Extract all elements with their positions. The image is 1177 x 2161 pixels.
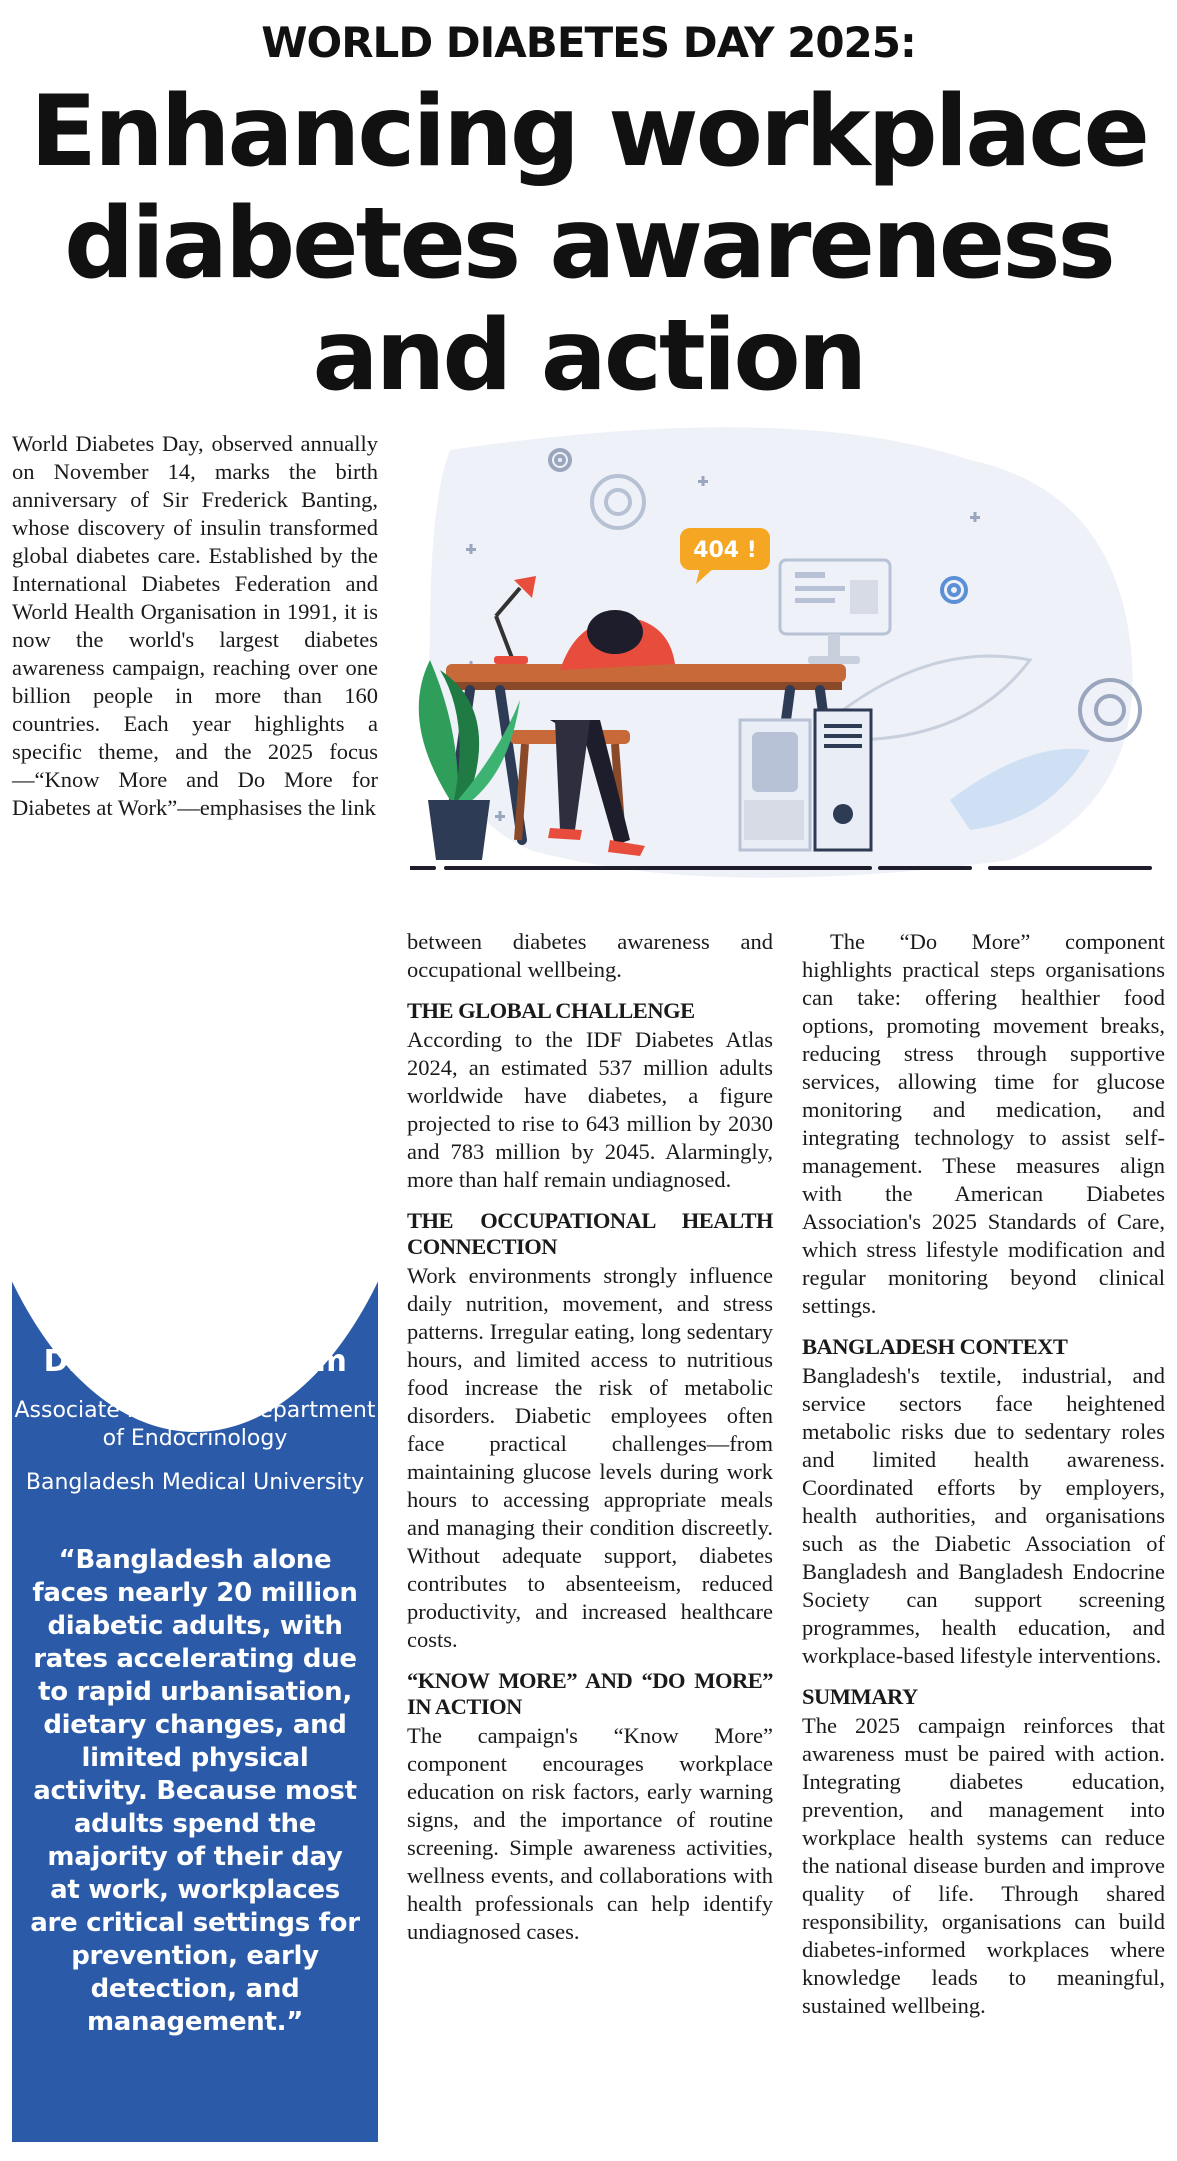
intro-paragraph	[12, 430, 378, 824]
heading-bangladesh-context: BANGLADESH CONTEXT	[802, 1334, 1068, 1359]
article-column-3	[802, 928, 1165, 2022]
global-challenge-text: According to the IDF Diabetes Atlas 2024, an estimated 537 million adults worldwide have diabetes, a figure projected to rise to 643 million by 2030 and 783 million by 2045. Alarmingly, more than half remain undiagnosed.	[407, 1027, 773, 1192]
headline-line-2: diabetes awareness	[64, 187, 1113, 301]
author-sidebar	[12, 1172, 378, 2142]
article-column-2	[407, 928, 773, 1948]
pull-quote: “Bangladesh alone faces nearly 20 million diabetic adults, with rates accelerating due to rapid urbanisation, dietary changes, and limited physical activity. Because most adults spend the majority of their day at work, workplaces are critical settings for prevention, early detection, and management.”	[30, 1545, 360, 2037]
bangladesh-context-text: Bangladesh's textile, industrial, and service sectors face heightened metabolic risks due to sedentary roles and limited health awareness. Coordinated efforts by employers, health authorities, and organisations such as the Diabetic Association of Bangladesh and Bangladesh Endocrine Society can support screening programmes, health education, and workplace-based lifestyle interventions.	[802, 1363, 1165, 1668]
desk-top	[446, 664, 846, 682]
headline-line-1: Enhancing workplace	[30, 75, 1147, 189]
tired-worker-at-desk-illustration	[410, 420, 1165, 892]
heading-global-challenge: THE GLOBAL CHALLENGE	[407, 998, 695, 1023]
intro-text: World Diabetes Day, observed annually on November 14, marks the birth anniversary of Sir Frederick Banting, whose discovery of insulin transformed global diabetes care. Established by the International Diabetes Federation and World Health Organisation in 1991, it is now the world's largest diabetes awareness campaign, reaching over one billion people in more than 160 countries. Each year highlights a specific theme, and the 2025 focus—“Know More and Do More for Diabetes at Work”—emphasises the link	[12, 431, 378, 820]
author-name: Dr Shahjada Selim	[43, 1344, 347, 1379]
author-role: Associate Professor, Department of Endocrinology	[14, 1398, 376, 1451]
author-institution: Bangladesh Medical University	[25, 1470, 365, 1495]
summary-text: The 2025 campaign reinforces that awareness must be paired with action. Integrating diabetes education, prevention, and management into workplace health systems can reduce the national disease burden and improve quality of life. Through shared responsibility, organisations can build diabetes-informed workplaces where knowledge leads to meaningful, sustained wellbeing.	[802, 1713, 1166, 2018]
heading-occupational-health: THE OCCUPATIONAL HEALTH CONNECTION	[407, 1208, 773, 1259]
heading-know-more-do-more: “KNOW MORE” AND “DO MORE” IN ACTION	[407, 1668, 773, 1719]
kicker: WORLD DIABETES DAY 2025:	[261, 18, 916, 67]
svg-text:404 !: 404 !	[693, 538, 757, 563]
know-more-text: The campaign's “Know More” component encourages workplace education on risk factors, early warning signs, and the importance of routine screening. Simple awareness activities, wellness events, and collaborations with health professionals can help identify undiagnosed cases.	[407, 1723, 773, 1944]
continuation-text: between diabetes awareness and occupational wellbeing.	[407, 929, 773, 982]
heading-summary: SUMMARY	[802, 1684, 918, 1709]
computer-tower-icon	[740, 710, 871, 850]
headline-line-3: and action	[312, 299, 865, 413]
occupational-health-text: Work environments strongly influence daily nutrition, movement, and stress patterns. Irregular eating, long sedentary hours, and limited access to nutritious food increase the risk of metabolic disorders. Diabetic employees often face practical challenges—from maintaining glucose levels during work hours to accessing appropriate meals and managing their condition discreetly. Without adequate support, diabetes contributes to absenteeism, reduced productivity, and increased healthcare costs.	[407, 1263, 773, 1652]
author-block	[12, 1344, 378, 1497]
headline	[0, 76, 1177, 412]
do-more-text: The “Do More” component highlights practical steps organisations can take: offering healthier food options, promoting movement breaks, reducing stress through supportive services, allowing time for glucose monitoring and medication, and integrating technology to assist self-management. These measures align with the American Diabetes Association's 2025 Standards of Care, which stress lifestyle modification and regular monitoring beyond clinical settings.	[802, 929, 1165, 1318]
